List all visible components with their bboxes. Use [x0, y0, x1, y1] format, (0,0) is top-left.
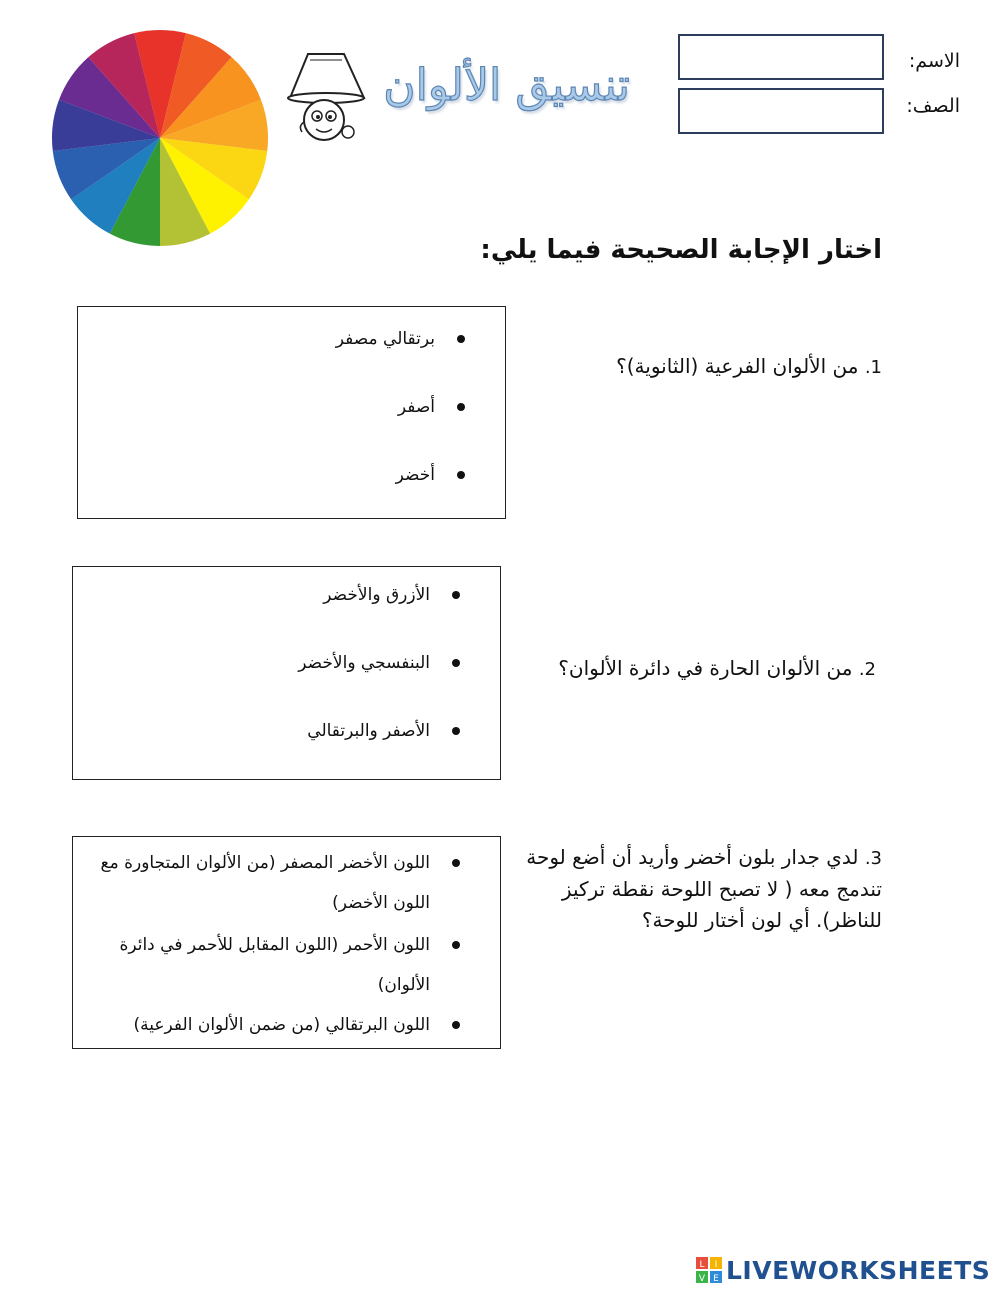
- logo-mark-letter: L: [699, 1260, 705, 1270]
- answer-option[interactable]: البنفسجي والأخضر: [298, 643, 464, 683]
- color-wheel-image: [50, 28, 270, 248]
- question-2-number: 2.: [858, 659, 876, 680]
- liveworksheets-logo: [696, 1252, 990, 1288]
- answer-option[interactable]: أخضر: [396, 455, 469, 495]
- answer-box-1[interactable]: [77, 306, 506, 519]
- name-input-field[interactable]: [678, 34, 884, 80]
- answer-option[interactable]: أصفر: [398, 387, 469, 427]
- class-label: الصف:: [906, 95, 960, 117]
- logo-mark-letter: V: [698, 1274, 706, 1283]
- question-2-text: من الألوان الحارة في دائرة الألوان؟: [558, 656, 853, 680]
- question-1: [520, 350, 882, 384]
- answer-option[interactable]: اللون الأخضر المصفر (من الألوان المتجاورة مع اللون الأخضر): [100, 843, 464, 923]
- question-1-text: من الألوان الفرعية (الثانوية)؟: [616, 354, 859, 378]
- logo-mark-letter: E: [713, 1274, 719, 1283]
- question-2: [520, 652, 876, 686]
- worksheet-title: تنسيق الألوان: [383, 60, 630, 111]
- answer-box-2[interactable]: [72, 566, 501, 780]
- question-1-number: 1.: [864, 357, 882, 378]
- answer-option[interactable]: برتقالي مصفر: [336, 319, 469, 359]
- class-input-field[interactable]: [678, 88, 884, 134]
- answer-option[interactable]: اللون الأحمر (اللون المقابل للأحمر في دائرة الألوان): [100, 925, 464, 1005]
- answer-option[interactable]: الأزرق والأخضر: [323, 575, 464, 615]
- liveworksheets-logo-text: LIVEWORKSHEETS: [726, 1255, 991, 1285]
- name-label: الاسم:: [908, 50, 960, 72]
- question-3: [518, 842, 882, 936]
- question-3-text: لدي جدار بلون أخضر وأريد أن أضع لوحة تندمج معه ( لا تصبح اللوحة نقطة تركيز للناظر). أي لون أختار للوحة؟: [526, 845, 882, 932]
- question-3-number: 3.: [864, 848, 882, 869]
- mascot-lamp-head-icon: [286, 46, 376, 146]
- answer-box-3[interactable]: [72, 836, 501, 1049]
- logo-mark-letter: I: [714, 1260, 718, 1270]
- liveworksheets-logo-icon: [696, 1257, 722, 1283]
- answer-option[interactable]: اللون البرتقالي (من ضمن الألوان الفرعية): [100, 1005, 464, 1045]
- answer-option[interactable]: الأصفر والبرتقالي: [307, 711, 464, 751]
- instruction-heading: اختار الإجابة الصحيحة فيما يلي:: [480, 235, 882, 265]
